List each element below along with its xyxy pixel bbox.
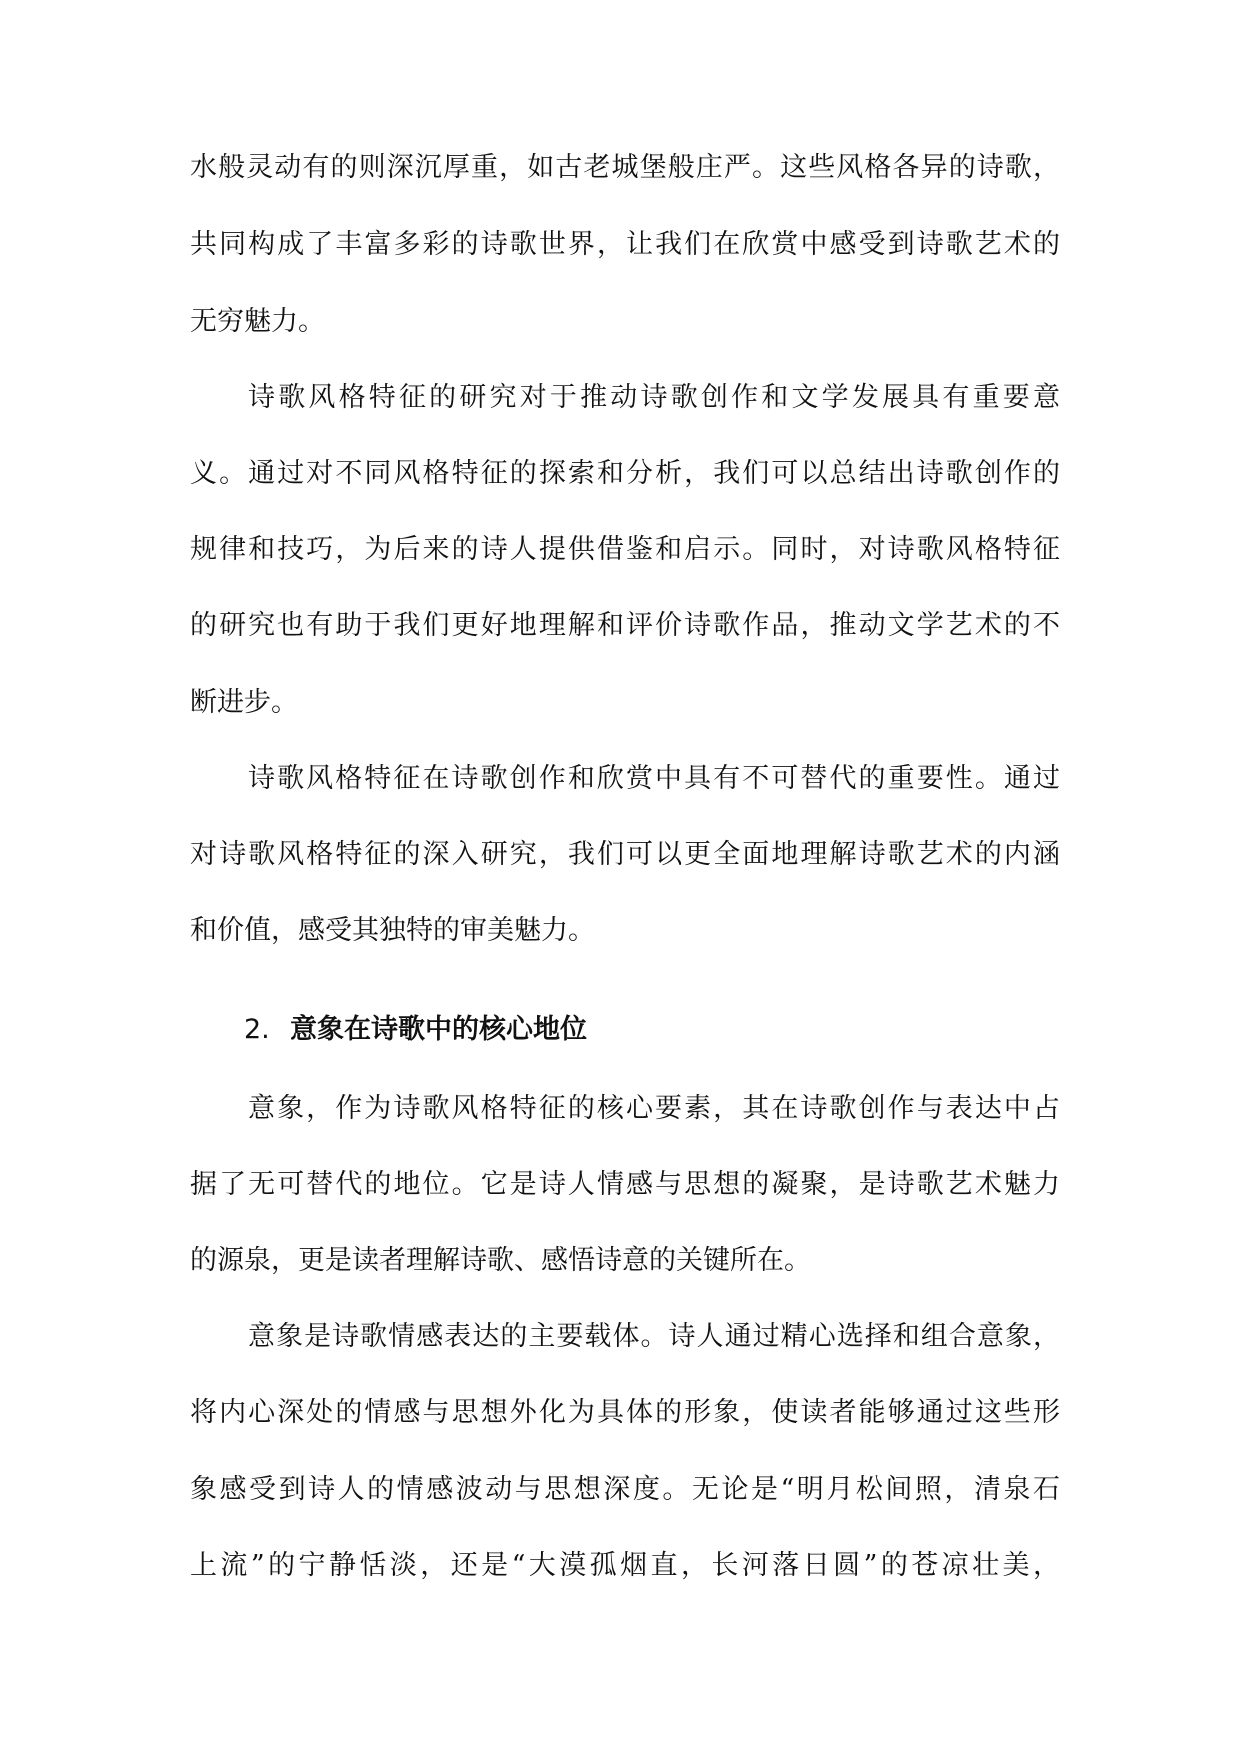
paragraph-5-line-3: 象感受到诗人的情感波动与思想深度。无论是“明月松间照，清泉石: [190, 1474, 1060, 1505]
paragraph-5-line-1: 意象是诗歌情感表达的主要载体。诗人通过精心选择和组合意象，: [248, 1321, 1060, 1352]
paragraph-3-line-1: 诗歌风格特征在诗歌创作和欣赏中具有不可替代的重要性。通过: [248, 763, 1060, 794]
paragraph-5-line-4: 上流”的宁静恬淡，还是“大漠孤烟直，长河落日圆”的苍凉壮美，: [190, 1550, 1060, 1581]
paragraph-4-line-3: 的源泉，更是读者理解诗歌、感悟诗意的关键所在。: [190, 1245, 811, 1276]
paragraph-2-line-4: 的研究也有助于我们更好地理解和评价诗歌作品，推动文学艺术的不: [190, 610, 1060, 641]
paragraph-3-line-2: 对诗歌风格特征的深入研究，我们可以更全面地理解诗歌艺术的内涵: [190, 839, 1060, 870]
paragraph-2-line-5: 断进步。: [190, 687, 298, 718]
paragraph-2-line-2: 义。通过对不同风格特征的探索和分析，我们可以总结出诗歌创作的: [190, 458, 1060, 489]
paragraph-4-line-2: 据了无可替代的地位。它是诗人情感与思想的凝聚，是诗歌艺术魅力: [190, 1169, 1060, 1200]
section-title: 意象在诗歌中的核心地位: [290, 1014, 587, 1045]
paragraph-5-line-2: 将内心深处的情感与思想外化为具体的形象，使读者能够通过这些形: [190, 1397, 1060, 1428]
paragraph-3-line-3: 和价值，感受其独特的审美魅力。: [190, 915, 595, 946]
paragraph-1-line-2: 共同构成了丰富多彩的诗歌世界，让我们在欣赏中感受到诗歌艺术的: [190, 229, 1060, 260]
section-number: 2.: [244, 1014, 270, 1045]
paragraph-4-line-1: 意象，作为诗歌风格特征的核心要素，其在诗歌创作与表达中占: [248, 1093, 1060, 1124]
section-heading: [244, 1010, 587, 1050]
paragraph-1-line-3: 无穷魅力。: [190, 306, 325, 337]
paragraph-2-line-3: 规律和技巧，为后来的诗人提供借鉴和启示。同时，对诗歌风格特征: [190, 534, 1060, 565]
paragraph-1-line-1: 水般灵动有的则深沉厚重，如古老城堡般庄严。这些风格各异的诗歌，: [190, 152, 1060, 183]
paragraph-2-line-1: 诗歌风格特征的研究对于推动诗歌创作和文学发展具有重要意: [248, 382, 1060, 413]
